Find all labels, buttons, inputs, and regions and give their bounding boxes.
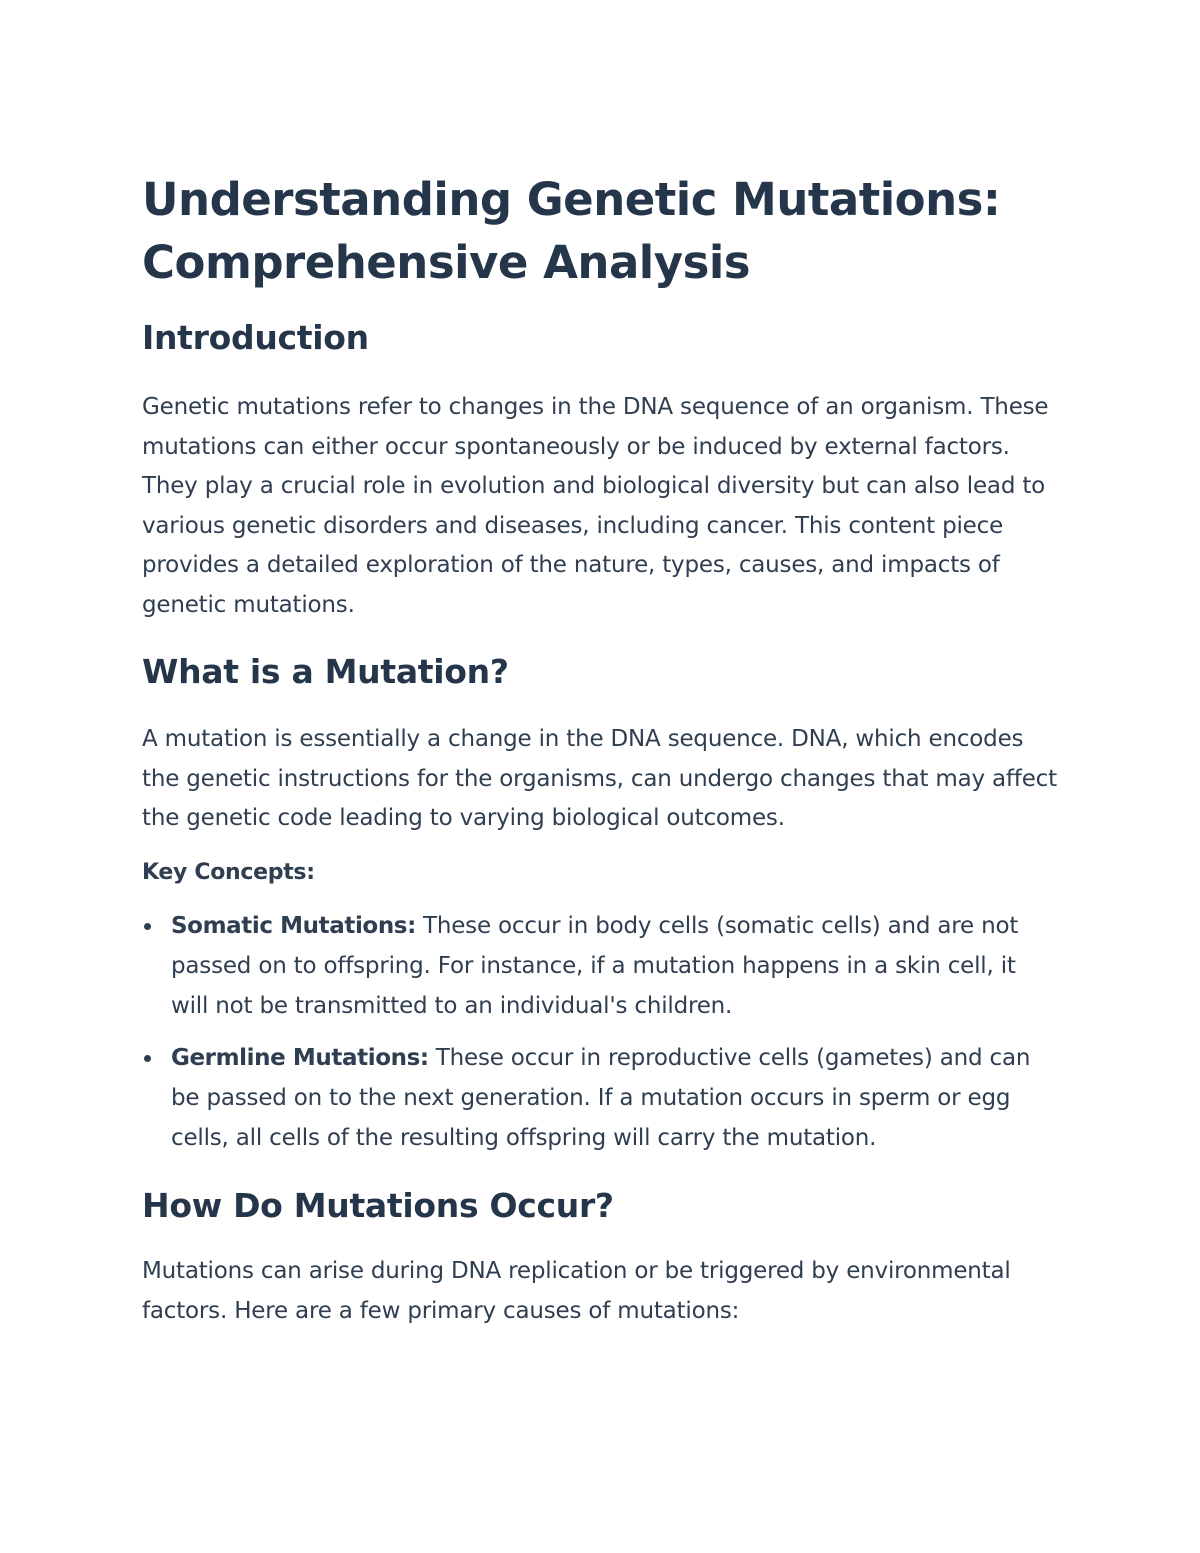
bullet-icon xyxy=(144,923,151,930)
list-item xyxy=(142,906,1057,1026)
document-title: Understanding Genetic Mutations: Comprehensive Analysis xyxy=(142,173,1001,289)
what-is-mutation-paragraph: A mutation is essentially a change in the DNA sequence. DNA, which encodes the genetic instructions for the organisms, can undergo changes that may affect the genetic code leading to varying biological outcomes. xyxy=(142,726,1057,832)
concept-text: These occur in reproductive cells (gametes) and can be passed on to the next generation. If a mutation occurs in sperm or egg cells, all cells of the resulting offspring will carry the mutation. xyxy=(171,1045,1031,1151)
key-concepts-list xyxy=(142,906,1057,1170)
how-mutations-occur-heading: How Do Mutations Occur? xyxy=(142,1186,614,1225)
introduction-heading: Introduction xyxy=(142,318,369,357)
what-is-mutation-heading: What is a Mutation? xyxy=(142,652,509,691)
concept-text: These occur in body cells (somatic cells) and are not passed on to offspring. For instance, if a mutation happens in a skin cell, it will not be transmitted to an individual's children. xyxy=(171,913,1019,1019)
how-mutations-occur-paragraph: Mutations can arise during DNA replication or be triggered by environmental factors. Here are a few primary causes of mutations: xyxy=(142,1258,1011,1324)
bullet-icon xyxy=(144,1055,151,1062)
introduction-paragraph: Genetic mutations refer to changes in the DNA sequence of an organism. These mutations can either occur spontaneously or be induced by external factors. They play a crucial role in evolution and biological diversity but can also lead to various genetic disorders and diseases, including cancer. This content piece provides a detailed exploration of the nature, types, causes, and impacts of genetic mutations. xyxy=(142,394,1049,618)
key-concepts-label: Key Concepts: xyxy=(142,860,315,885)
list-item xyxy=(142,1038,1057,1158)
concept-term: Somatic Mutations: xyxy=(171,913,416,939)
concept-term: Germline Mutations: xyxy=(171,1045,429,1071)
